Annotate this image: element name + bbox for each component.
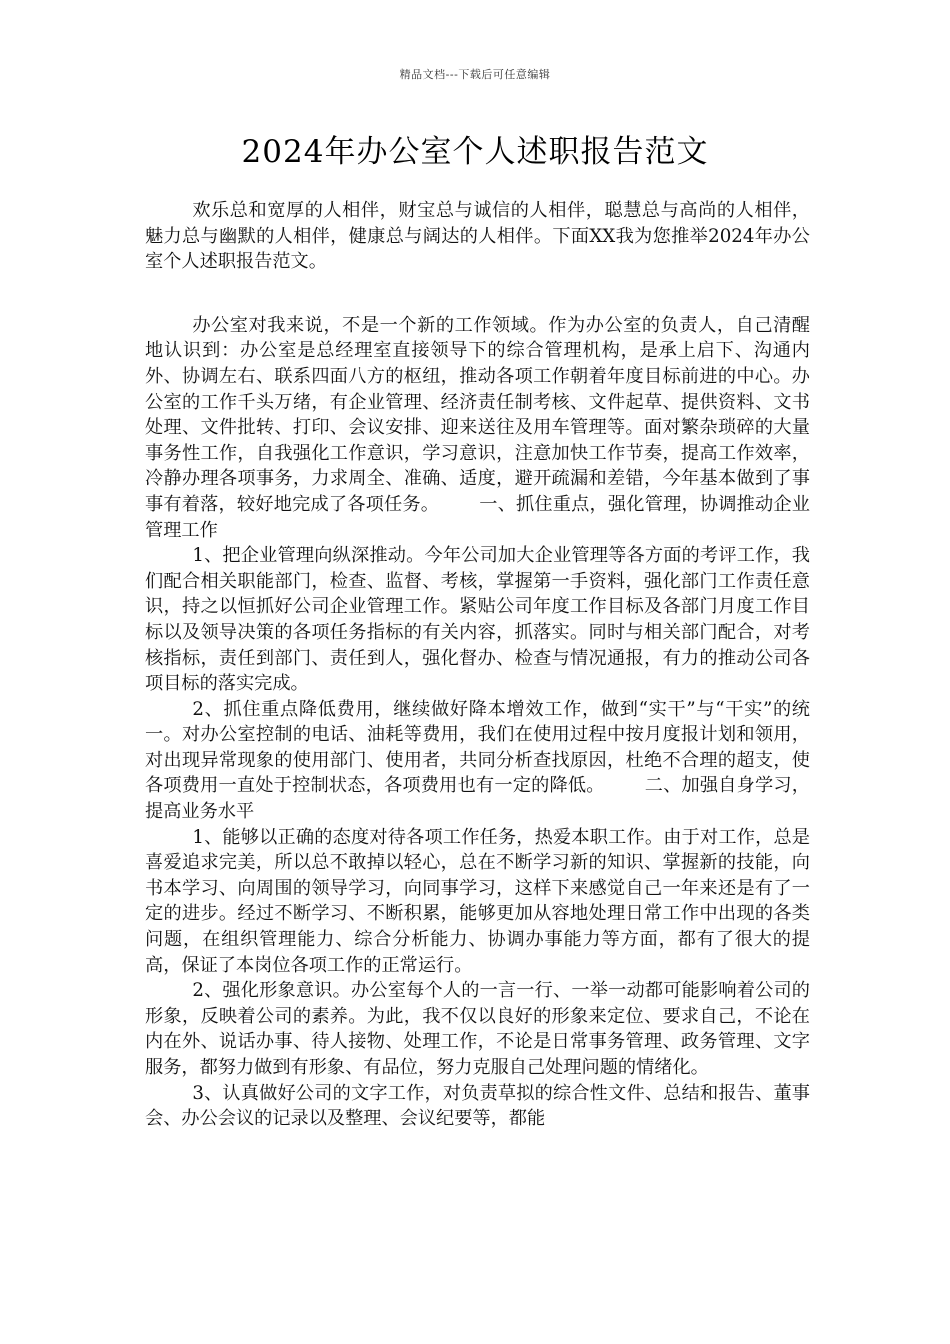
paragraph-1-text: 办公室对我来说，不是一个新的工作领域。作为办公室的负责人，自己清醒地认识到：办公室是总经理室直接领导下的综合管理机构，是承上启下、沟通内外、协调左右、联系四面八方的枢纽，推动各项工作朝着年度目标前进的中心。办公室的工作千头万绪，有企业管理、经济责任制考核、文件起草、提供资料、文书处理、文件批转、打印、会议安排、迎来送往及用车管理等。面对繁杂琐碎的大量事务性工作，自我强化工作意识，学习意识，注意加快工作节奏，提高工作效率，冷静办理各项事务，力求周全、准确、适度，避开疏漏和差错，今年基本做到了事事有着落，较好地完成了各项任务。 [145, 314, 810, 515]
paragraph-3-text: 2、抓住重点降低费用，继续做好降本增效工作，做到“实干”与“干实”的统一。对办公室控制的电话、油耗等费用，我们在使用过程中按月度报计划和领用，对出现异常现象的使用部门、使用者，共同分析查找原因，杜绝不合理的超支，使各项费用一直处于控制状态，各项费用也有一定的降低。 [145, 698, 810, 797]
document-body [145, 198, 810, 1132]
document-title: 2024年办公室个人述职报告范文 [241, 134, 709, 170]
section-heading-2: 二、加强自身学习，提高业务水平 [145, 775, 810, 823]
paragraph-3 [145, 697, 810, 825]
intro-paragraph: 欢乐总和宽厚的人相伴，财宝总与诚信的人相伴，聪慧总与高尚的人相伴，魅力总与幽默的人相伴，健康总与阔达的人相伴。下面XX我为您推举2024年办公室个人述职报告范文。 [145, 200, 810, 273]
paragraph-5: 2、强化形象意识。办公室每个人的一言一行、一举一动都可能影响着公司的形象，反映着公司的素养。为此，我不仅以良好的形象来定位、要求自己，不论在内在外、说话办事、待人接物、处理工作，不论是日常事务管理、政务管理、文字服务，都努力做到有形象、有品位，努力克服自己处理问题的情绪化。 [145, 980, 810, 1078]
section-heading-1: 一、抓住重点，强化管理，协调推动企业管理工作 [145, 493, 810, 541]
paragraph-4: 1、能够以正确的态度对待各项工作任务，热爱本职工作。由于对工作，总是喜爱追求完美，所以总不敢掉以轻心，总在不断学习新的知识、掌握新的技能，向书本学习、向周围的领导学习，向同事学习，这样下来感觉自己一年来还是有了一定的进步。经过不断学习、不断积累，能够更加从容地处理日常工作中出现的各类问题，在组织管理能力、综合分析能力、协调办事能力等方面，都有了很大的提高，保证了本岗位各项工作的正常运行。 [145, 826, 810, 976]
paragraph-2: 1、把企业管理向纵深推动。今年公司加大企业管理等各方面的考评工作，我们配合相关职能部门，检查、监督、考核，掌握第一手资料，强化部门工作责任意识，持之以恒抓好公司企业管理工作。紧贴公司年度工作目标及各部门月度工作目标以及领导决策的各项任务指标的有关内容，抓落实。同时与相关部门配合，对考核指标，责任到部门、责任到人，强化督办、检查与情况通报，有力的推动公司各项目标的落实完成。 [145, 545, 810, 695]
header-note: 精品文档---下载后可任意编辑 [399, 68, 551, 81]
paragraph-1 [145, 313, 810, 543]
paragraph-6: 3、认真做好公司的文字工作，对负责草拟的综合性文件、总结和报告、董事会、办公会议的记录以及整理、会议纪要等，都能 [145, 1082, 810, 1130]
